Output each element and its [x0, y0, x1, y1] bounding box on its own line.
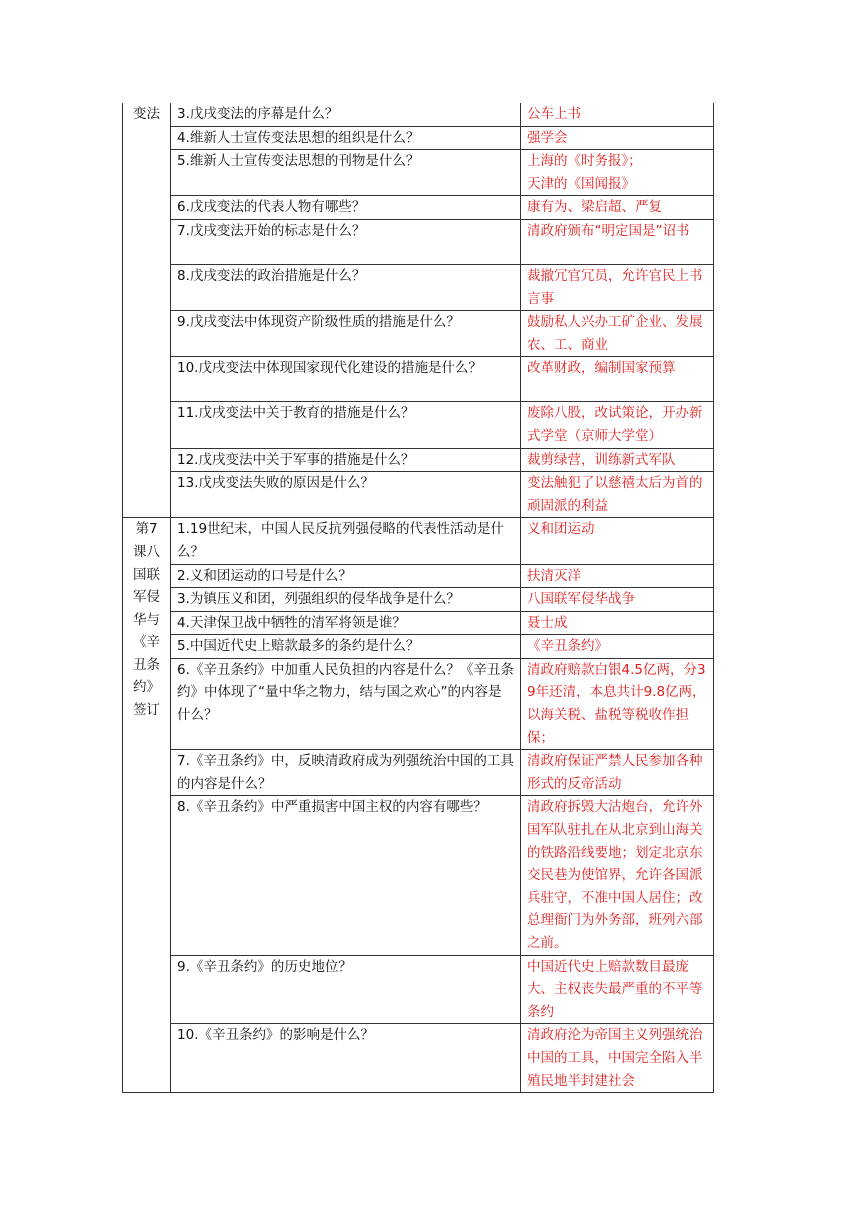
question-cell: 6.戊戌变法的代表人物有哪些？ — [171, 196, 521, 220]
table-row — [123, 611, 714, 635]
question-cell: 7.《辛丑条约》中，反映清政府成为列强统治中国的工具的内容是什么？ — [171, 750, 521, 796]
review-table-body — [123, 103, 714, 1093]
question-cell: 3.为镇压义和团，列强组织的侵华战争是什么？ — [171, 588, 521, 612]
question-cell: 3.戊戌变法的序幕是什么？ — [171, 103, 521, 126]
answer-cell: 义和团运动 — [521, 518, 714, 564]
answer-cell: 强学会 — [521, 126, 714, 150]
answer-cell: 鼓励私人兴办工矿企业、发展农、工、商业 — [521, 311, 714, 357]
review-table — [122, 103, 714, 1093]
answer-cell: 上海的《时务报》； 天津的《国闻报》 — [521, 150, 714, 196]
answer-cell: 康有为、梁启超、严复 — [521, 196, 714, 220]
question-cell: 8.戊戌变法的政治措施是什么？ — [171, 264, 521, 310]
table-row — [123, 264, 714, 310]
table-row — [123, 448, 714, 472]
table-row — [123, 472, 714, 518]
question-cell: 8.《辛丑条约》中严重损害中国主权的内容有哪些？ — [171, 796, 521, 955]
table-row — [123, 402, 714, 448]
question-cell: 13.戊戌变法失败的原因是什么？ — [171, 472, 521, 518]
answer-cell: 扶清灭洋 — [521, 564, 714, 588]
answer-cell: 清政府沦为帝国主义列强统治中国的工具，中国完全陷入半殖民地半封建社会 — [521, 1024, 714, 1093]
answer-cell: 裁剪绿营，训练新式军队 — [521, 448, 714, 472]
answer-cell: 公车上书 — [521, 103, 714, 126]
question-cell: 2.义和团运动的口号是什么？ — [171, 564, 521, 588]
table-row — [123, 796, 714, 955]
table-row — [123, 1024, 714, 1093]
answer-cell: 废除八股，改试策论，开办新式学堂（京师大学堂） — [521, 402, 714, 448]
question-cell: 7.戊戌变法开始的标志是什么？ — [171, 219, 521, 264]
lesson-title: 第7课八国联军侵华与《辛丑条约》签订 — [123, 518, 171, 1093]
table-row — [123, 126, 714, 150]
answer-cell: 清政府颁布“明定国是”诏书 — [521, 219, 714, 264]
table-row — [123, 196, 714, 220]
question-cell: 9.《辛丑条约》的历史地位？ — [171, 955, 521, 1024]
table-row — [123, 564, 714, 588]
question-cell: 4.天津保卫战中牺牲的清军将领是谁？ — [171, 611, 521, 635]
table-row — [123, 635, 714, 659]
table-row — [123, 103, 714, 126]
answer-cell: 裁撤冗官冗员，允许官民上书言事 — [521, 264, 714, 310]
question-cell: 5.维新人士宣传变法思想的刊物是什么？ — [171, 150, 521, 196]
answer-cell: 清政府保证严禁人民参加各种形式的反帝活动 — [521, 750, 714, 796]
table-row — [123, 588, 714, 612]
question-cell: 1.19世纪末，中国人民反抗列强侵略的代表性活动是什么？ — [171, 518, 521, 564]
table-row — [123, 357, 714, 402]
table-row — [123, 219, 714, 264]
answer-cell: 清政府拆毁大沽炮台，允许外国军队驻扎在从北京到山海关的铁路沿线要地；划定北京东交民巷为使馆界，允许各国派兵驻守，不准中国人居住；改总理衙门为外务部，班列六部之前。 — [521, 796, 714, 955]
answer-cell: 改革财政，编制国家预算 — [521, 357, 714, 402]
table-row — [123, 955, 714, 1024]
question-cell: 12.戊戌变法中关于军事的措施是什么？ — [171, 448, 521, 472]
question-cell: 4.维新人士宣传变法思想的组织是什么？ — [171, 126, 521, 150]
question-cell: 10.戊戌变法中体现国家现代化建设的措施是什么？ — [171, 357, 521, 402]
lesson-title: 变法 — [123, 103, 171, 518]
answer-cell: 《辛丑条约》 — [521, 635, 714, 659]
question-cell: 5.中国近代史上赔款最多的条约是什么？ — [171, 635, 521, 659]
answer-cell: 八国联军侵华战争 — [521, 588, 714, 612]
answer-cell: 聂士成 — [521, 611, 714, 635]
table-row — [123, 518, 714, 564]
question-cell: 9.戊戌变法中体现资产阶级性质的措施是什么？ — [171, 311, 521, 357]
question-cell: 6.《辛丑条约》中加重人民负担的内容是什么？《辛丑条约》中体现了“量中华之物力，结与国之欢心”的内容是什么？ — [171, 658, 521, 749]
table-row — [123, 658, 714, 749]
question-cell: 10.《辛丑条约》的影响是什么？ — [171, 1024, 521, 1093]
answer-cell: 变法触犯了以慈禧太后为首的顽固派的利益 — [521, 472, 714, 518]
table-row — [123, 750, 714, 796]
table-row — [123, 150, 714, 196]
table-row — [123, 311, 714, 357]
answer-cell: 中国近代史上赔款数目最庞大、主权丧失最严重的不平等条约 — [521, 955, 714, 1024]
answer-cell: 清政府赔款白银4.5亿两，分39年还清，本息共计9.8亿两，以海关税、盐税等税收作担保； — [521, 658, 714, 749]
question-cell: 11.戊戌变法中关于教育的措施是什么？ — [171, 402, 521, 448]
